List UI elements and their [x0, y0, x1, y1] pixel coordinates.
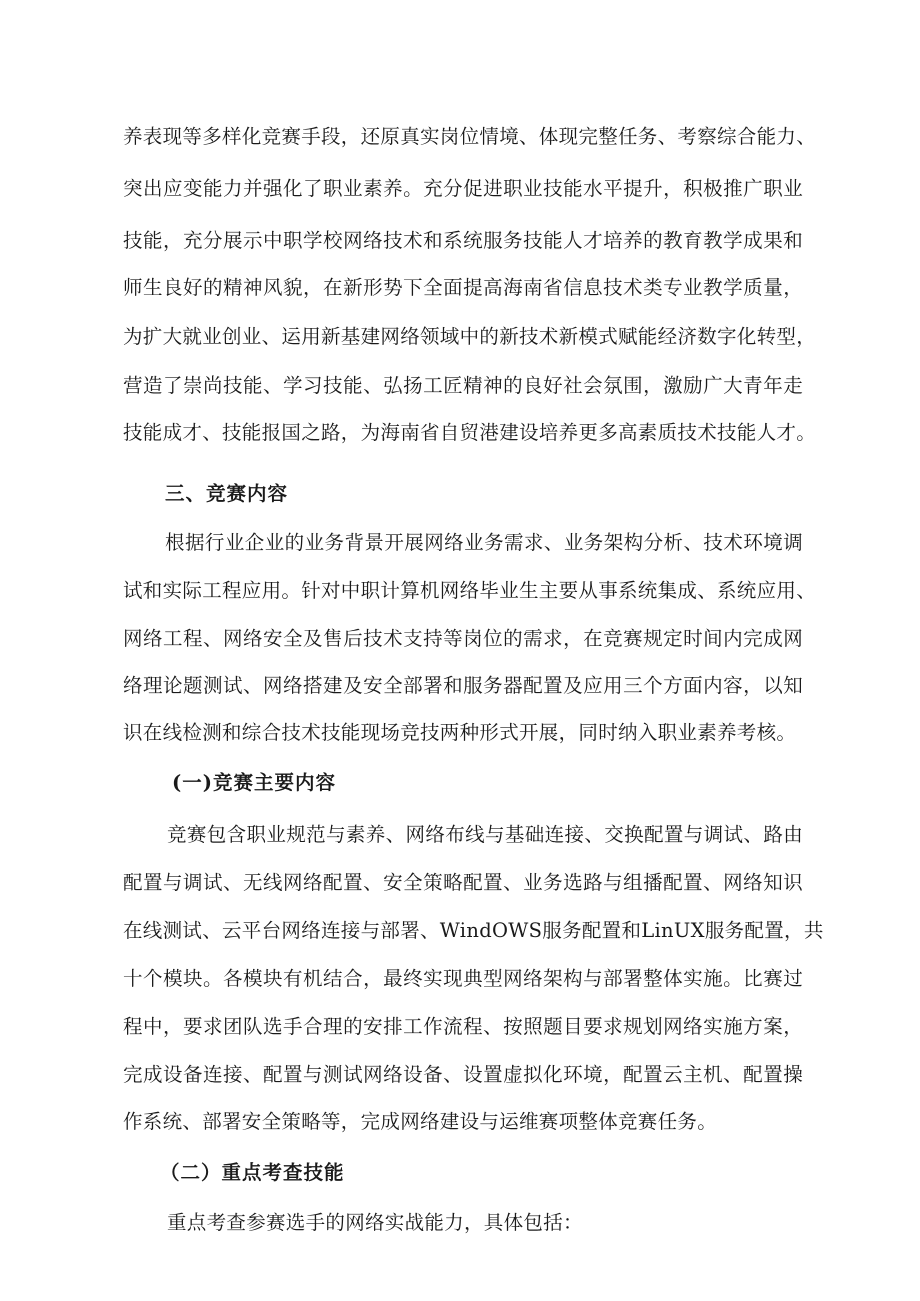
text-line: 识在线检测和综合技术技能现场竞技两种形式开展，同时纳入职业素养考核。	[123, 721, 797, 744]
text-line: 在线测试、云平台网络连接与部署、WindOWS服务配置和LinUX服务配置，共	[123, 919, 824, 942]
text-line: 作系统、部署安全策略等，完成网络建设与运维赛项整体竞赛任务。	[123, 1110, 718, 1133]
text-line: 完成设备连接、配置与测试网络设备、设置虚拟化环境，配置云主机、配置操	[123, 1063, 803, 1086]
subsection-heading: （二）重点考查技能	[160, 1161, 345, 1184]
text-line: 重点考查参赛选手的网络实战能力，具体包括：	[167, 1211, 583, 1234]
text-line: 根据行业企业的业务背景开展网络业务需求、业务架构分析、技术环境调	[165, 531, 803, 554]
text-line: 络理论题测试、网络搭建及安全部署和服务器配置及应用三个方面内容，以知	[123, 674, 803, 697]
text-line: 网络工程、网络安全及售后技术支持等岗位的需求，在竞赛规定时间内完成网	[123, 627, 803, 650]
text-line: 试和实际工程应用。针对中职计算机网络毕业生主要从事系统集成、系统应用、	[123, 579, 817, 602]
text-line: 养表现等多样化竞赛手段，还原真实岗位情境、体现完整任务、考察综合能力、	[123, 125, 817, 148]
text-line: 技能，充分展示中职学校网络技术和系统服务技能人才培养的教育教学成果和	[123, 229, 803, 252]
text-line: 程中，要求团队选手合理的安排工作流程、按照题目要求规划网络实施方案，	[123, 1015, 803, 1038]
text-line: 突出应变能力并强化了职业素养。充分促进职业技能水平提升，积极推广职业	[123, 177, 803, 200]
text-line: 竞赛包含职业规范与素养、网络布线与基础连接、交换配置与调试、路由	[167, 823, 803, 846]
text-line: 师生良好的精神风貌，在新形势下全面提高海南省信息技术类专业教学质量，	[123, 276, 803, 299]
text-line: 十个模块。各模块有机结合，最终实现典型网络架构与部署整体实施。比赛过	[123, 967, 803, 990]
text-line: 配置与调试、无线网络配置、安全策略配置、业务选路与组播配置、网络知识	[123, 871, 803, 894]
text-line: 技能成才、技能报国之路，为海南省自贸港建设培养更多高素质技术技能人才。	[123, 421, 817, 444]
text-line: 为扩大就业创业、运用新基建网络领域中的新技术新模式赋能经济数字化转型，	[123, 325, 817, 348]
text-line: 营造了崇尚技能、学习技能、弘扬工匠精神的良好社会氛围，激励广大青年走	[123, 374, 803, 397]
section-heading: 三、竞赛内容	[165, 482, 289, 505]
subsection-heading: (一)竞赛主要内容	[172, 771, 336, 794]
